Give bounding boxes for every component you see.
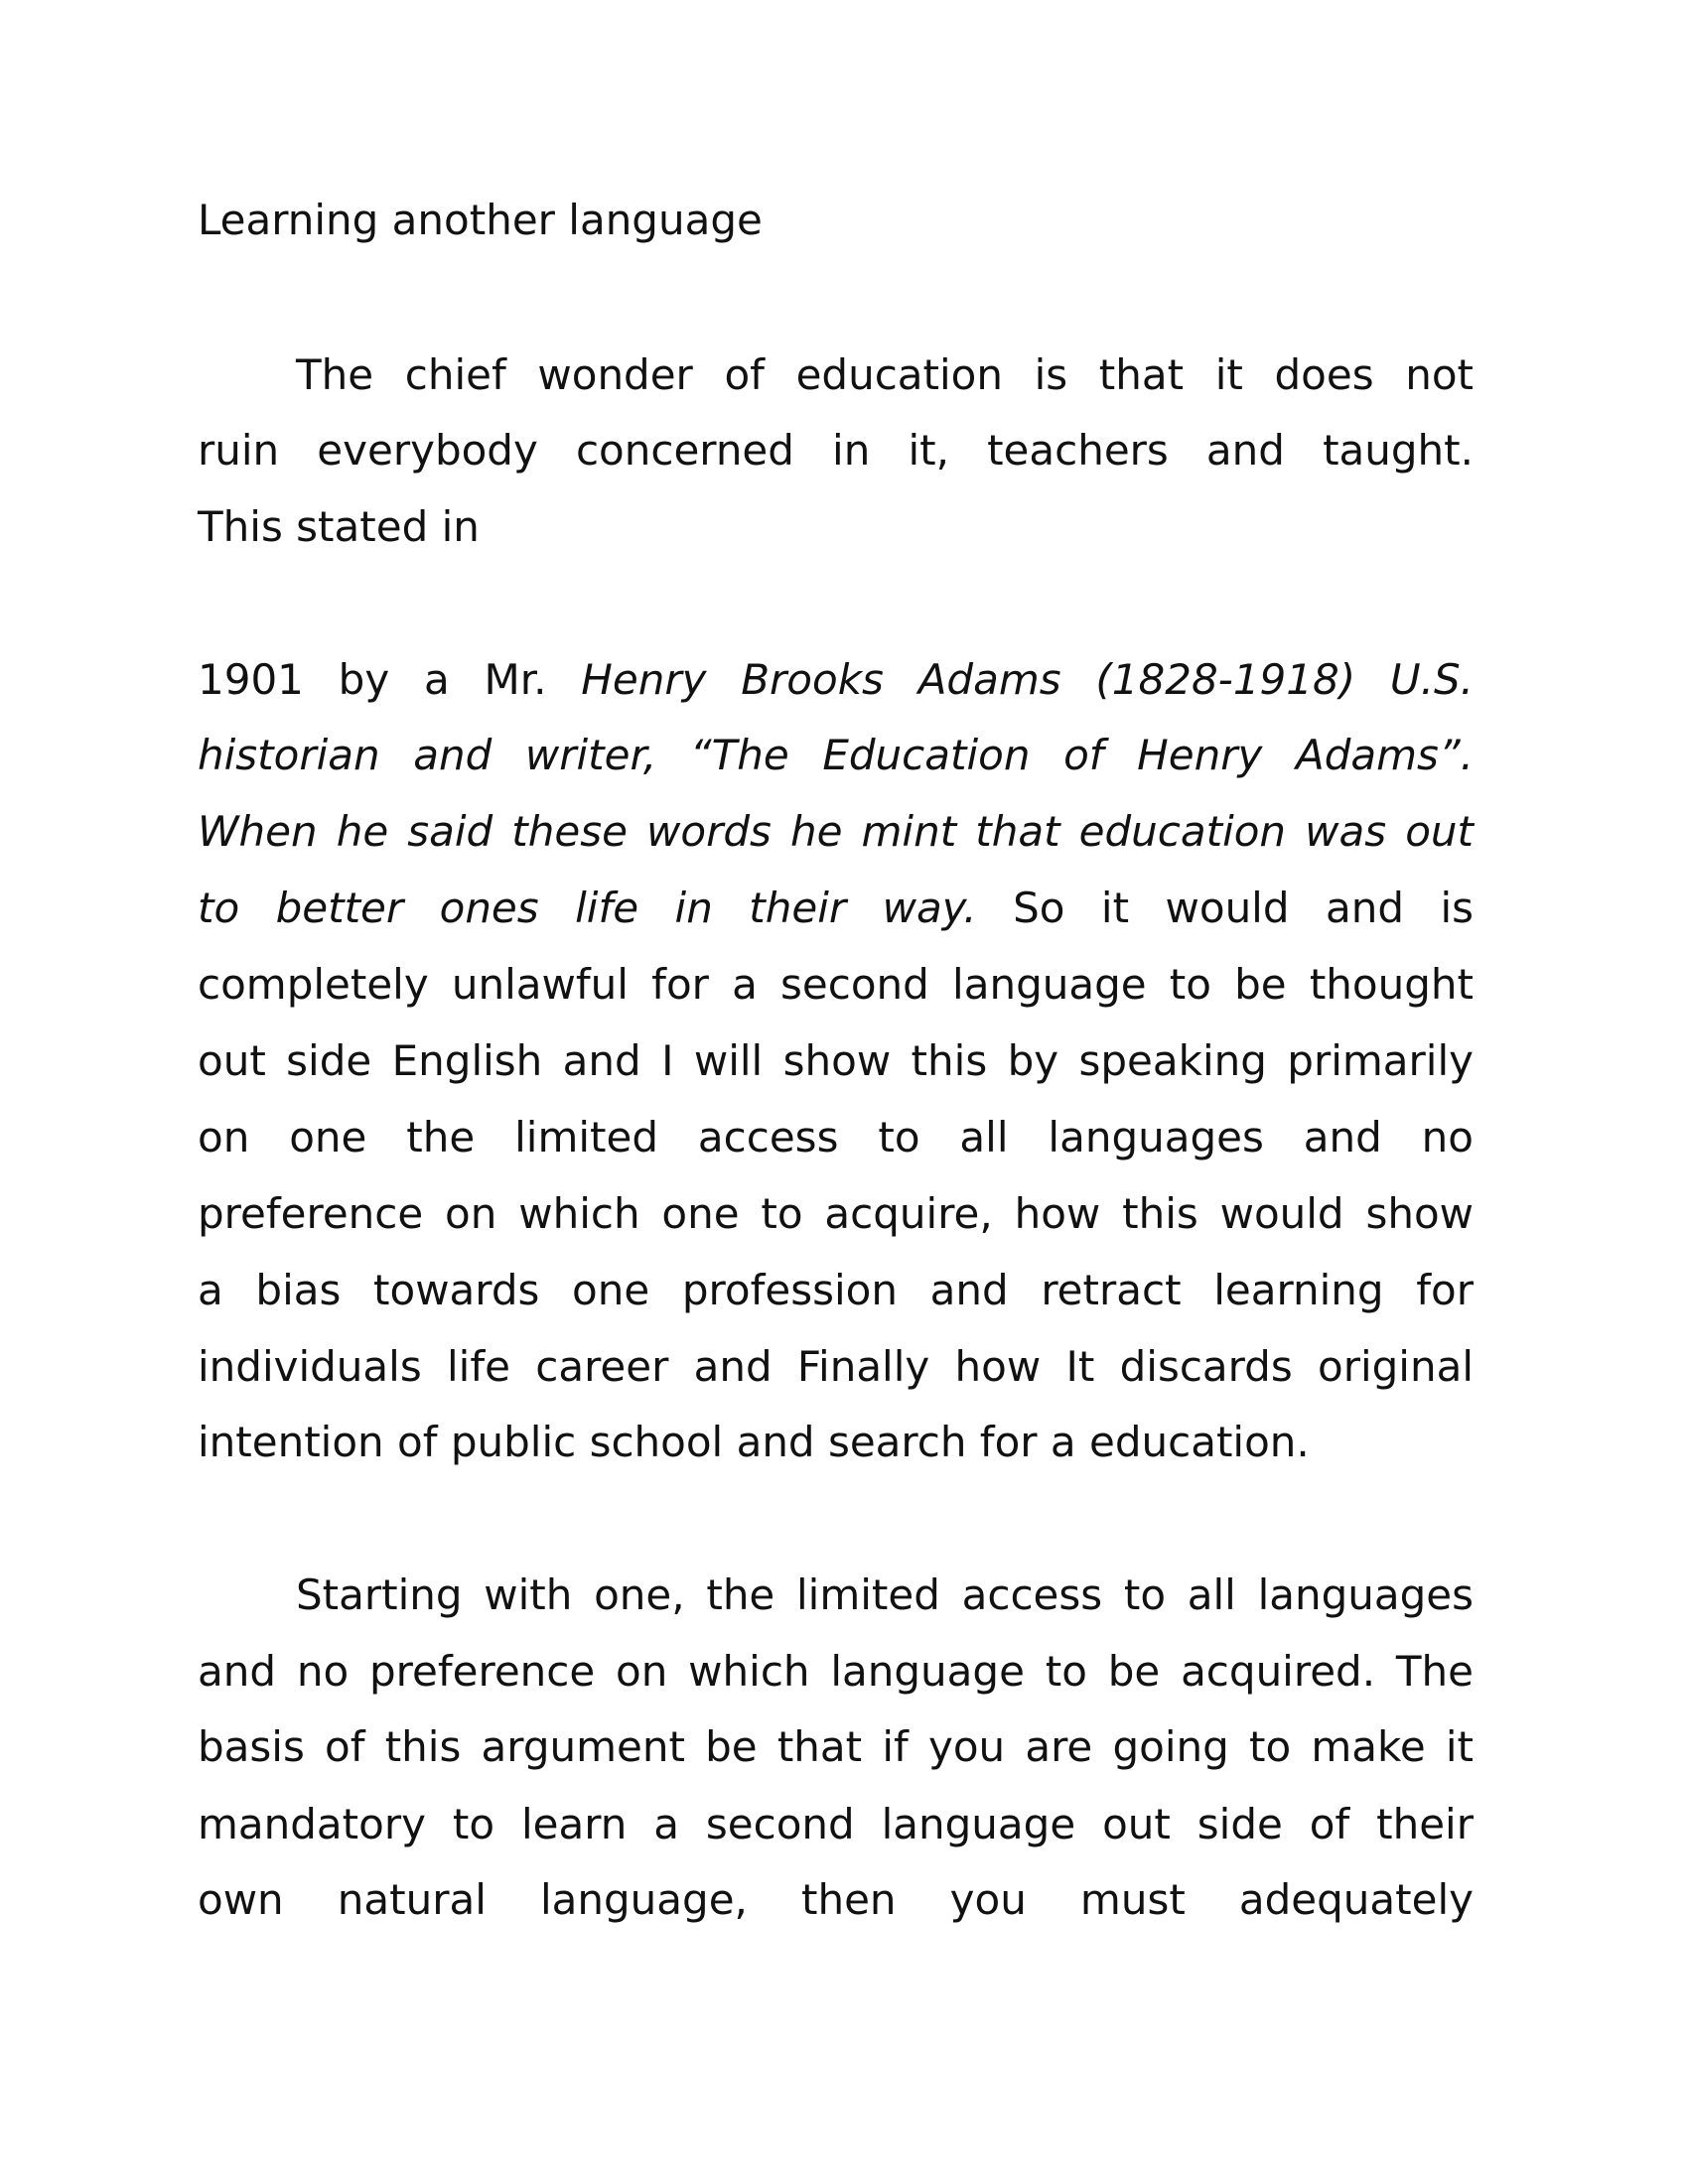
paragraph-line: out side English and I will show this by speaking primarily (198, 1036, 1474, 1085)
paragraph-line: mandatory to learn a second language out side of their (198, 1800, 1474, 1848)
paragraph-line: preference on which one to acquire, how this would show (198, 1189, 1474, 1238)
document-title: Learning another language (198, 196, 763, 244)
text-roman: 1901 by a Mr. (198, 655, 582, 704)
text-italic: Henry Brooks Adams (1828-1918) U.S. (581, 655, 1474, 704)
paragraph-line: a bias towards one profession and retract learning for (198, 1266, 1474, 1314)
paragraph-line: and no preference on which language to be acquired. The (198, 1647, 1474, 1696)
paragraph-line (198, 654, 1474, 706)
paragraph-line: The chief wonder of education is that it does not (296, 350, 1474, 399)
paragraph-line: Starting with one, the limited access to all languages (296, 1570, 1474, 1619)
text-roman: So it would and is (1013, 884, 1474, 932)
paragraph-line: This stated in (198, 502, 480, 551)
text-italic: to better ones life in their way. (198, 884, 977, 932)
paragraph-line: ruin everybody concerned in it, teachers and taught. (198, 426, 1474, 475)
paragraph-line (198, 883, 1474, 934)
paragraph-line: completely unlawful for a second language to be thought (198, 960, 1474, 1009)
paragraph-line: intention of public school and search for a education. (198, 1418, 1310, 1466)
paragraph-line: own natural language, then you must adequately (198, 1875, 1474, 1924)
paragraph-line: individuals life career and Finally how It discards original (198, 1342, 1474, 1391)
paragraph-line: historian and writer, “The Education of Henry Adams”. (198, 731, 1474, 779)
paragraph-line: basis of this argument be that if you are going to make it (198, 1722, 1474, 1771)
paragraph-line: on one the limited access to all languages and no (198, 1113, 1474, 1161)
paragraph-line: When he said these words he mint that education was out (198, 807, 1474, 856)
